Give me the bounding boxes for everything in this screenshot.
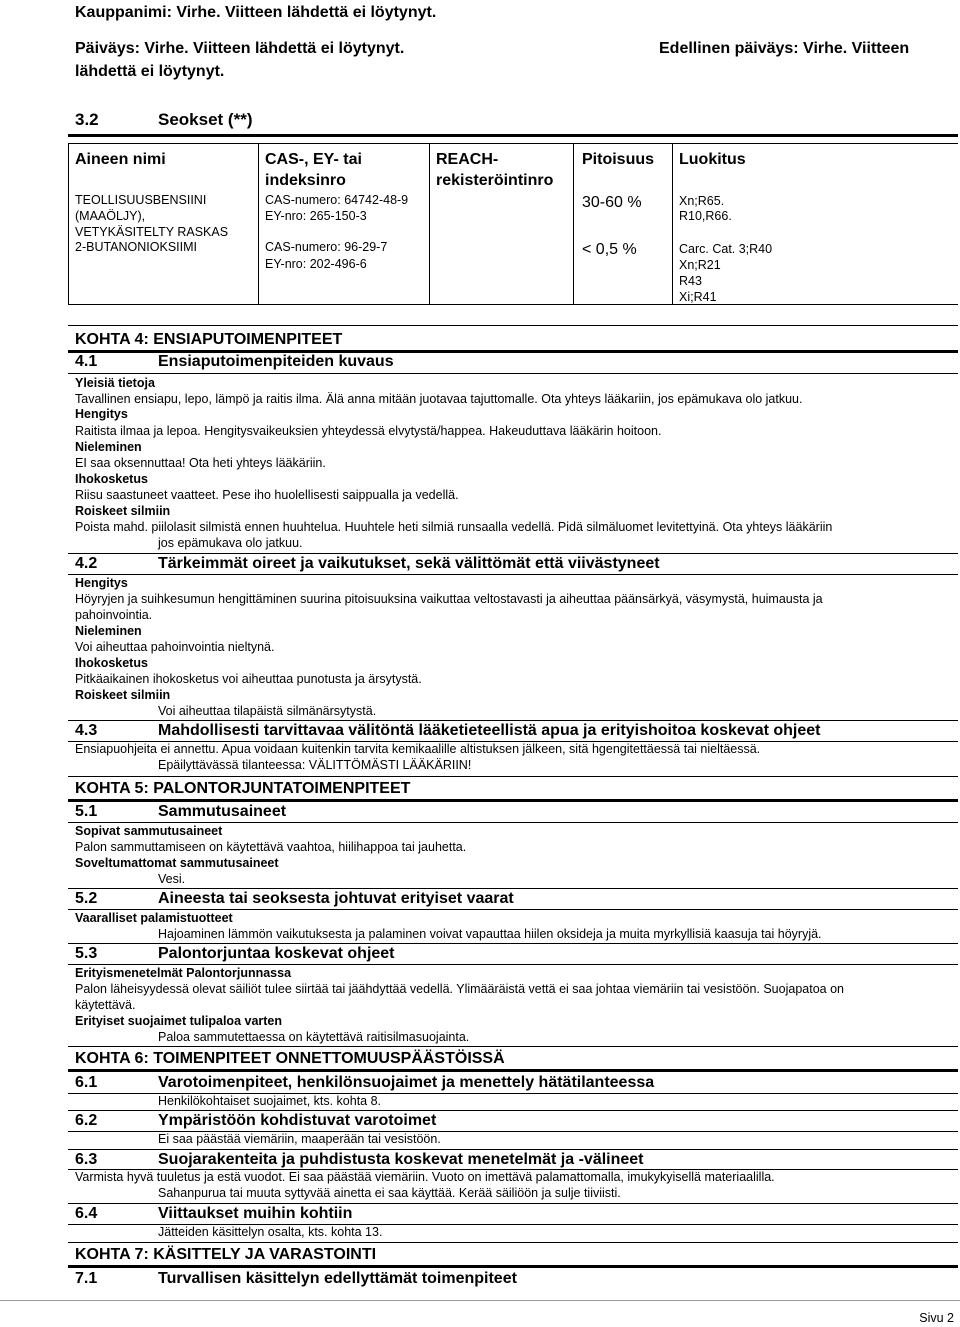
- page-number: Sivu 2: [919, 1311, 954, 1325]
- divider: [68, 325, 958, 326]
- cas-number: CAS-numero: 96-29-7: [265, 240, 388, 254]
- subheading: Nieleminen: [75, 440, 142, 454]
- date-line-cont: lähdettä ei löytynyt.: [75, 63, 225, 80]
- date-line: Päiväys: Virhe. Viitteen lähdettä ei löytynyt.: [75, 40, 405, 57]
- paragraph: Raitista ilmaa ja lepoa. Hengitysvaikeuksien yhteydessä elvytystä/happea. Hakeuduttava lääkärin hoitoon.: [75, 424, 662, 438]
- classification: Carc. Cat. 3;R40: [679, 242, 773, 256]
- divider: [68, 799, 958, 802]
- subheading: Ihokosketus: [75, 472, 148, 486]
- column-header-name: Aineen nimi: [75, 151, 166, 168]
- paragraph: Sahanpurua tai muuta syttyvää ainetta ei saa käyttää. Kerää säiliöön ja sulje tiiviisti.: [158, 1186, 621, 1200]
- tradename: Kauppanimi: Virhe. Viitteen lähdettä ei löytynyt.: [75, 4, 437, 21]
- table-border: [573, 143, 574, 305]
- section-title: Ensiaputoimenpiteiden kuvaus: [158, 353, 394, 370]
- paragraph: Riisu saastuneet vaatteet. Pese iho huolellisesti saippualla ja vedellä.: [75, 488, 459, 502]
- paragraph: Hajoaminen lämmön vaikutuksesta ja palaminen voivat vapauttaa hiilen oksideja ja muita myrkyllisiä kaasuja tai höyryjä.: [158, 927, 822, 941]
- chapter-title: KOHTA 7: KÄSITTELY JA VARASTOINTI: [75, 1246, 377, 1263]
- divider: [68, 776, 958, 777]
- paragraph: Höyryjen ja suihkesumun hengittäminen suurina pitoisuuksina vaikuttaa veltostavasti ja aiheuttaa päänsärkyä, väsymystä, huimausta ja: [75, 592, 823, 606]
- column-header-cas: CAS-, EY- tai: [265, 151, 362, 168]
- subheading: Vaaralliset palamistuotteet: [75, 911, 233, 925]
- ec-number: EY-nro: 202-496-6: [265, 257, 367, 271]
- divider: [68, 1203, 958, 1204]
- footer-divider: [0, 1300, 960, 1301]
- divider: [68, 553, 958, 554]
- substance-name: (MAAÖLJY),: [75, 209, 146, 223]
- paragraph: Voi aiheuttaa tilapäistä silmänärsytystä.: [158, 704, 377, 718]
- divider: [68, 1149, 958, 1150]
- column-header-classification: Luokitus: [679, 151, 746, 168]
- divider: [68, 574, 958, 575]
- subheading: Nieleminen: [75, 624, 142, 638]
- paragraph: Varmista hyvä tuuletus ja estä vuodot. Ei saa päästää viemäriin. Vuoto on imettävä palamattomalla, imukykyisellä materiaalilla.: [75, 1170, 775, 1184]
- paragraph: Voi aiheuttaa pahoinvointia nieltynä.: [75, 640, 275, 654]
- paragraph: Jätteiden käsittelyn osalta, kts. kohta 13.: [158, 1225, 383, 1239]
- paragraph: EI saa oksennuttaa! Ota heti yhteys lääkäriin.: [75, 456, 326, 470]
- section-number: 6.1: [75, 1074, 98, 1091]
- classification: R10,R66.: [679, 209, 732, 223]
- table-border: [68, 143, 69, 305]
- section-title: Palontorjuntaa koskevat ohjeet: [158, 945, 395, 962]
- section-title: Viittaukset muihin kohtiin: [158, 1205, 353, 1222]
- section-title: Turvallisen käsittelyn edellyttämät toimenpiteet: [158, 1270, 517, 1287]
- paragraph: jos epämukava olo jatkuu.: [158, 536, 303, 550]
- concentration: < 0,5 %: [582, 241, 637, 258]
- subheading: Roiskeet silmiin: [75, 688, 171, 702]
- section-title: Tärkeimmät oireet ja vaikutukset, sekä välittömät että viivästyneet: [158, 555, 660, 572]
- classification: Xi;R41: [679, 290, 717, 304]
- divider: [68, 1242, 958, 1243]
- divider: [68, 720, 958, 721]
- paragraph: Vesi.: [158, 872, 186, 886]
- paragraph: Pitkäaikainen ihokosketus voi aiheuttaa punotusta ja ärsytystä.: [75, 672, 422, 686]
- divider: [68, 1046, 958, 1047]
- section-number: 5.2: [75, 890, 98, 907]
- subheading: Soveltumattomat sammutusaineet: [75, 856, 279, 870]
- section-number: 4.1: [75, 353, 98, 370]
- section-number: 5.1: [75, 803, 98, 820]
- section-number: 6.3: [75, 1151, 98, 1168]
- section-number: 4.3: [75, 722, 98, 739]
- column-header-reach-cont: rekisteröintinro: [436, 172, 554, 189]
- concentration: 30-60 %: [582, 194, 642, 211]
- cas-number: CAS-numero: 64742-48-9: [265, 193, 409, 207]
- paragraph: Henkilökohtaiset suojaimet, kts. kohta 8.: [158, 1094, 382, 1108]
- section-number: 3.2: [75, 110, 99, 129]
- divider: [68, 1069, 958, 1072]
- substance-name: 2-BUTANONIOKSIIMI: [75, 240, 198, 254]
- classification: Xn;R65.: [679, 194, 725, 208]
- section-title: Aineesta tai seoksesta johtuvat erityiset vaarat: [158, 890, 514, 907]
- ec-number: EY-nro: 265-150-3: [265, 209, 367, 223]
- subheading: Hengitys: [75, 407, 128, 421]
- chapter-title: KOHTA 5: PALONTORJUNTATOIMENPITEET: [75, 780, 411, 797]
- subheading: Erityismenetelmät Palontorjunnassa: [75, 966, 292, 980]
- paragraph: Epäilyttävässä tilanteessa: VÄLITTÖMÄSTI LÄÄKÄRIIN!: [158, 758, 472, 772]
- section-number: 6.2: [75, 1112, 98, 1129]
- column-header-cas-cont: indeksinro: [265, 172, 346, 189]
- subheading: Yleisiä tietoja: [75, 376, 155, 390]
- paragraph: Tavallinen ensiapu, lepo, lämpö ja raitis ilma. Älä anna mitään juotavaa tajuttomalle. Ota yhteys lääkariin, jos epämukava olo jatkuu.: [75, 392, 803, 406]
- paragraph: Poista mahd. piilolasit silmistä ennen huuhtelua. Huuhtele heti silmiä runsaalla vedellä. Pidä silmäluomet levitettyinä. Ota yhteys lääkäriin: [75, 520, 833, 534]
- divider: [68, 943, 958, 944]
- divider: [68, 822, 958, 823]
- previous-date: Edellinen päiväys: Virhe. Viitteen: [659, 40, 910, 57]
- section-title: Suojarakenteita ja puhdistusta koskevat menetelmät ja -välineet: [158, 1151, 644, 1168]
- paragraph: Ei saa päästää viemäriin, maaperään tai vesistöön.: [158, 1132, 441, 1146]
- divider: [68, 909, 958, 910]
- substance-name: TEOLLISUUSBENSIINI: [75, 193, 207, 207]
- divider: [68, 373, 958, 374]
- divider: [68, 134, 958, 137]
- section-number: 4.2: [75, 555, 98, 572]
- paragraph: käytettävä.: [75, 998, 136, 1012]
- table-border: [672, 143, 673, 305]
- divider: [68, 1110, 958, 1111]
- section-number: 7.1: [75, 1270, 98, 1287]
- table-top-border: [68, 143, 958, 144]
- section-number: 6.4: [75, 1205, 98, 1222]
- divider: [68, 964, 958, 965]
- divider: [68, 1265, 958, 1268]
- divider: [68, 888, 958, 889]
- classification: R43: [679, 274, 702, 288]
- paragraph: Palon sammuttamiseen on käytettävä vaahtoa, hiilihappoa tai jauhetta.: [75, 840, 467, 854]
- section-title: Varotoimenpiteet, henkilönsuojaimet ja menettely hätätilanteessa: [158, 1074, 655, 1091]
- section-number: 5.3: [75, 945, 98, 962]
- paragraph: Palon läheisyydessä olevat säiliöt tulee siirtää tai jäähdyttää vedellä. Ylimääräistä vettä ei saa johtaa viemäriin tai vesistöön. Suojapatoa on: [75, 982, 844, 996]
- chapter-title: KOHTA 6: TOIMENPITEET ONNETTOMUUSPÄÄSTÖISSÄ: [75, 1050, 505, 1067]
- column-header-reach: REACH-: [436, 151, 499, 168]
- subheading: Hengitys: [75, 576, 128, 590]
- paragraph: Ensiapuohjeita ei annettu. Apua voidaan kuitenkin tarvita kemikaalille altistuksen jälkeen, sitä hgengitettäessä tai nieltäessä.: [75, 742, 761, 756]
- subheading: Sopivat sammutusaineet: [75, 824, 223, 838]
- subheading: Ihokosketus: [75, 656, 148, 670]
- substance-name: VETYKÄSITELTY RASKAS: [75, 225, 229, 239]
- classification: Xn;R21: [679, 258, 721, 272]
- section-title: Seokset (**): [158, 110, 253, 129]
- table-border: [429, 143, 430, 305]
- subheading: Roiskeet silmiin: [75, 504, 171, 518]
- subheading: Erityiset suojaimet tulipaloa varten: [75, 1014, 283, 1028]
- section-title: Sammutusaineet: [158, 803, 287, 820]
- section-title: Mahdollisesti tarvittavaa välitöntä lääketieteellistä apua ja erityishoitoa koskevat ohjeet: [158, 722, 821, 739]
- table-bottom-border: [68, 304, 958, 305]
- section-title: Ympäristöön kohdistuvat varotoimet: [158, 1112, 437, 1129]
- chapter-title: KOHTA 4: ENSIAPUTOIMENPITEET: [75, 331, 343, 348]
- paragraph: pahoinvointia.: [75, 608, 153, 622]
- table-border: [258, 143, 259, 305]
- paragraph: Paloa sammutettaessa on käytettävä raitisilmasuojainta.: [158, 1030, 470, 1044]
- column-header-concentration: Pitoisuus: [582, 151, 655, 168]
